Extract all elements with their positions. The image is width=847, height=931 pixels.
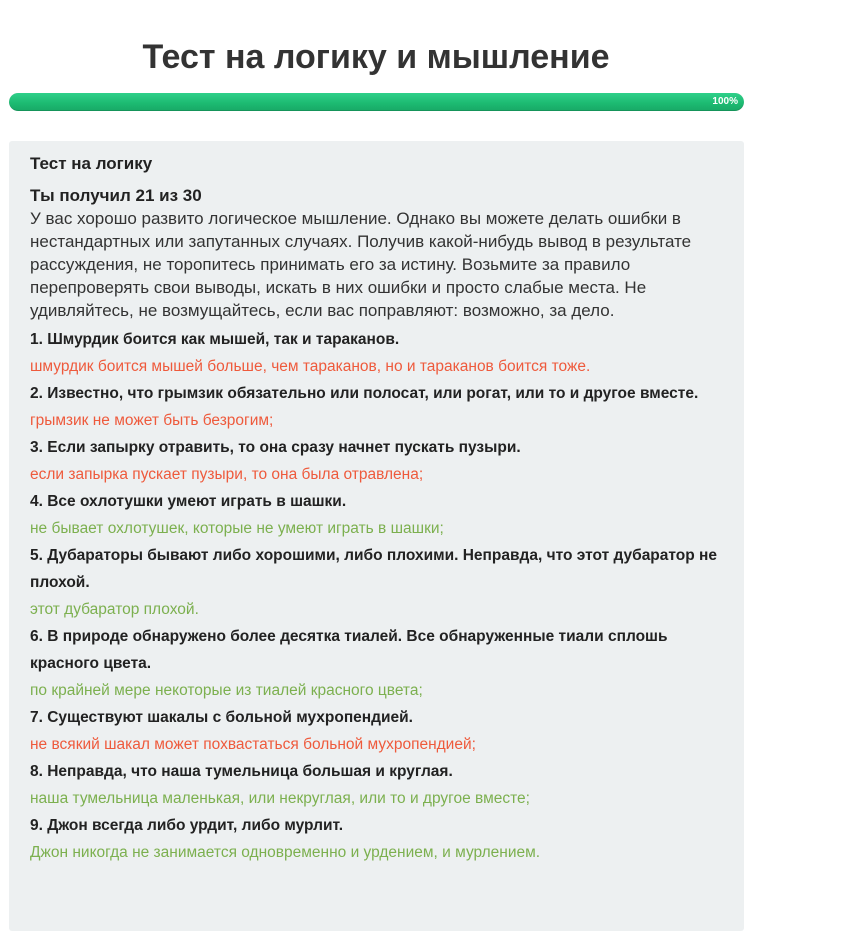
result-summary: У вас хорошо развито логическое мышление. Однако вы можете делать ошибки в нестандартных или запутанных случаях. Получив какой-нибудь вывод в результате рассуждения, не торопитесь принимать его за истину. Возьмите за правило перепроверять свои выводы, искать в них ошибки и просто слабые места. Не удивляйтесь, не возмущайтесь, если вас поправляют: возможно, за дело.	[30, 209, 692, 320]
question-text: 9. Джон всегда либо урдит, либо мурлит.	[30, 817, 344, 834]
progress-bar	[9, 93, 744, 111]
list-item	[30, 434, 723, 488]
answer-text: Джон никогда не занимается одновременно и урдением, и мурлением.	[30, 844, 541, 861]
list-item	[30, 623, 723, 704]
list-item	[30, 542, 723, 623]
list-item	[30, 488, 723, 542]
answer-text: этот дубаратор плохой.	[30, 601, 199, 618]
answer-text: по крайней мере некоторые из тиалей красного цвета;	[30, 682, 423, 699]
progress-fill	[9, 93, 744, 111]
answer-text: если запырка пускает пузыри, то она была отравлена;	[30, 466, 424, 483]
question-text: 7. Существуют шакалы с больной мухропендией.	[30, 709, 413, 726]
list-item	[30, 380, 723, 434]
result-title: Тест на логику	[30, 154, 153, 173]
result-score: Ты получил 21 из 30	[30, 186, 202, 205]
question-text: 1. Шмурдик боится как мышей, так и тараканов.	[30, 331, 400, 348]
question-text: 3. Если запырку отравить, то она сразу начнет пускать пузыри.	[30, 439, 521, 456]
list-item	[30, 326, 723, 380]
question-text: 4. Все охлотушки умеют играть в шашки.	[30, 493, 347, 510]
page-title: Тест на логику и мышление	[142, 38, 610, 76]
question-text: 5. Дубараторы бывают либо хорошими, либо плохими. Неправда, что этот дубаратор не плохой.	[30, 547, 718, 591]
list-item	[30, 812, 723, 866]
list-item	[30, 704, 723, 758]
answer-text: не бывает охлотушек, которые не умеют играть в шашки;	[30, 520, 444, 537]
answers-list	[30, 326, 723, 866]
progress-label: 100%	[712, 96, 738, 107]
question-text: 8. Неправда, что наша тумельница большая и круглая.	[30, 763, 453, 780]
answer-text: шмурдик боится мышей больше, чем тараканов, но и тараканов боится тоже.	[30, 358, 591, 375]
question-text: 6. В природе обнаружено более десятка тиалей. Все обнаруженные тиали сплошь красного цвета.	[30, 628, 668, 672]
list-item	[30, 758, 723, 812]
result-panel	[9, 141, 744, 931]
answer-text: не всякий шакал может похвастаться больной мухропендией;	[30, 736, 476, 753]
answer-text: грымзик не может быть безрогим;	[30, 412, 274, 429]
question-text: 2. Известно, что грымзик обязательно или полосат, или рогат, или то и другое вместе.	[30, 385, 699, 402]
answer-text: наша тумельница маленькая, или некруглая, или то и другое вместе;	[30, 790, 530, 807]
